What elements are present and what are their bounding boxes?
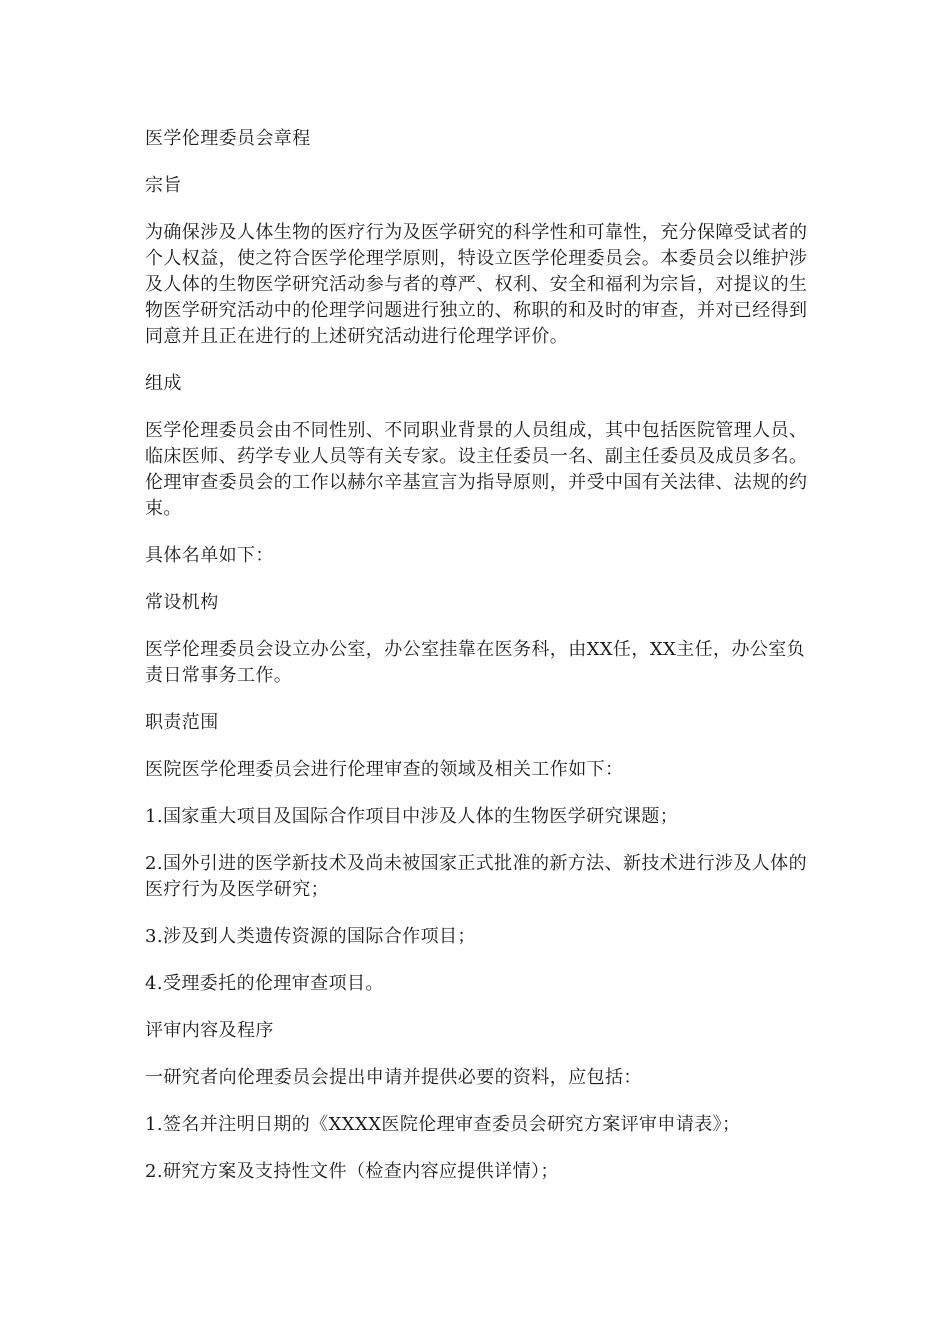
document-title: 医学伦理委员会章程	[145, 128, 311, 149]
composition-paragraph: 医学伦理委员会由不同性别、不同职业背景的人员组成，其中包括医院管理人员、临床医师、药学专业人员等有关专家。设主任委员一名、副主任委员及成员多名。伦理审查委员会的工作以赫尔辛基宣言为指导原则，并受中国有关法律、法规的约束。	[145, 420, 808, 519]
standing-paragraph: 医学伦理委员会设立办公室，办公室挂靠在医务科，由XX任，XX主任，办公室负责日常事务工作。	[145, 639, 806, 686]
purpose-paragraph: 为确保涉及人体生物的医疗行为及医学研究的科学性和可靠性，充分保障受试者的个人权益，使之符合医学伦理学原则，特设立医学伦理委员会。本委员会以维护涉及人体的生物医学研究活动参与者的尊严、权利、安全和福利为宗旨，对提议的生物医学研究活动中的伦理学问题进行独立的、称职的和及时的审查，并对已经得到同意并且正在进行的上述研究活动进行伦理学评价。	[145, 222, 808, 347]
section-heading-composition: 组成	[145, 373, 182, 394]
scope-item: 4.受理委托的伦理审查项目。	[145, 973, 384, 994]
member-list-intro: 具体名单如下：	[145, 545, 274, 566]
scope-item: 1.国家重大项目及国际合作项目中涉及人体的生物医学研究课题；	[145, 806, 679, 827]
scope-intro: 医院医学伦理委员会进行伦理审查的领域及相关工作如下：	[145, 759, 624, 780]
document-page	[145, 126, 813, 1185]
section-heading-review: 评审内容及程序	[145, 1020, 274, 1041]
section-heading-scope: 职责范围	[145, 712, 219, 733]
section-heading-purpose: 宗旨	[145, 175, 182, 196]
scope-item: 3.涉及到人类遗传资源的国际合作项目；	[145, 926, 476, 947]
section-heading-standing: 常设机构	[145, 592, 219, 613]
review-intro: 一研究者向伦理委员会提出申请并提供必要的资料，应包括：	[145, 1067, 642, 1088]
scope-item: 2.国外引进的医学新技术及尚未被国家正式批准的新方法、新技术进行涉及人体的医疗行为及医学研究；	[145, 853, 807, 900]
review-item: 2.研究方案及支持性文件（检查内容应提供详情）；	[145, 1161, 559, 1182]
review-item: 1.签名并注明日期的《XXXX医院伦理审查委员会研究方案评审申请表》；	[145, 1114, 741, 1135]
